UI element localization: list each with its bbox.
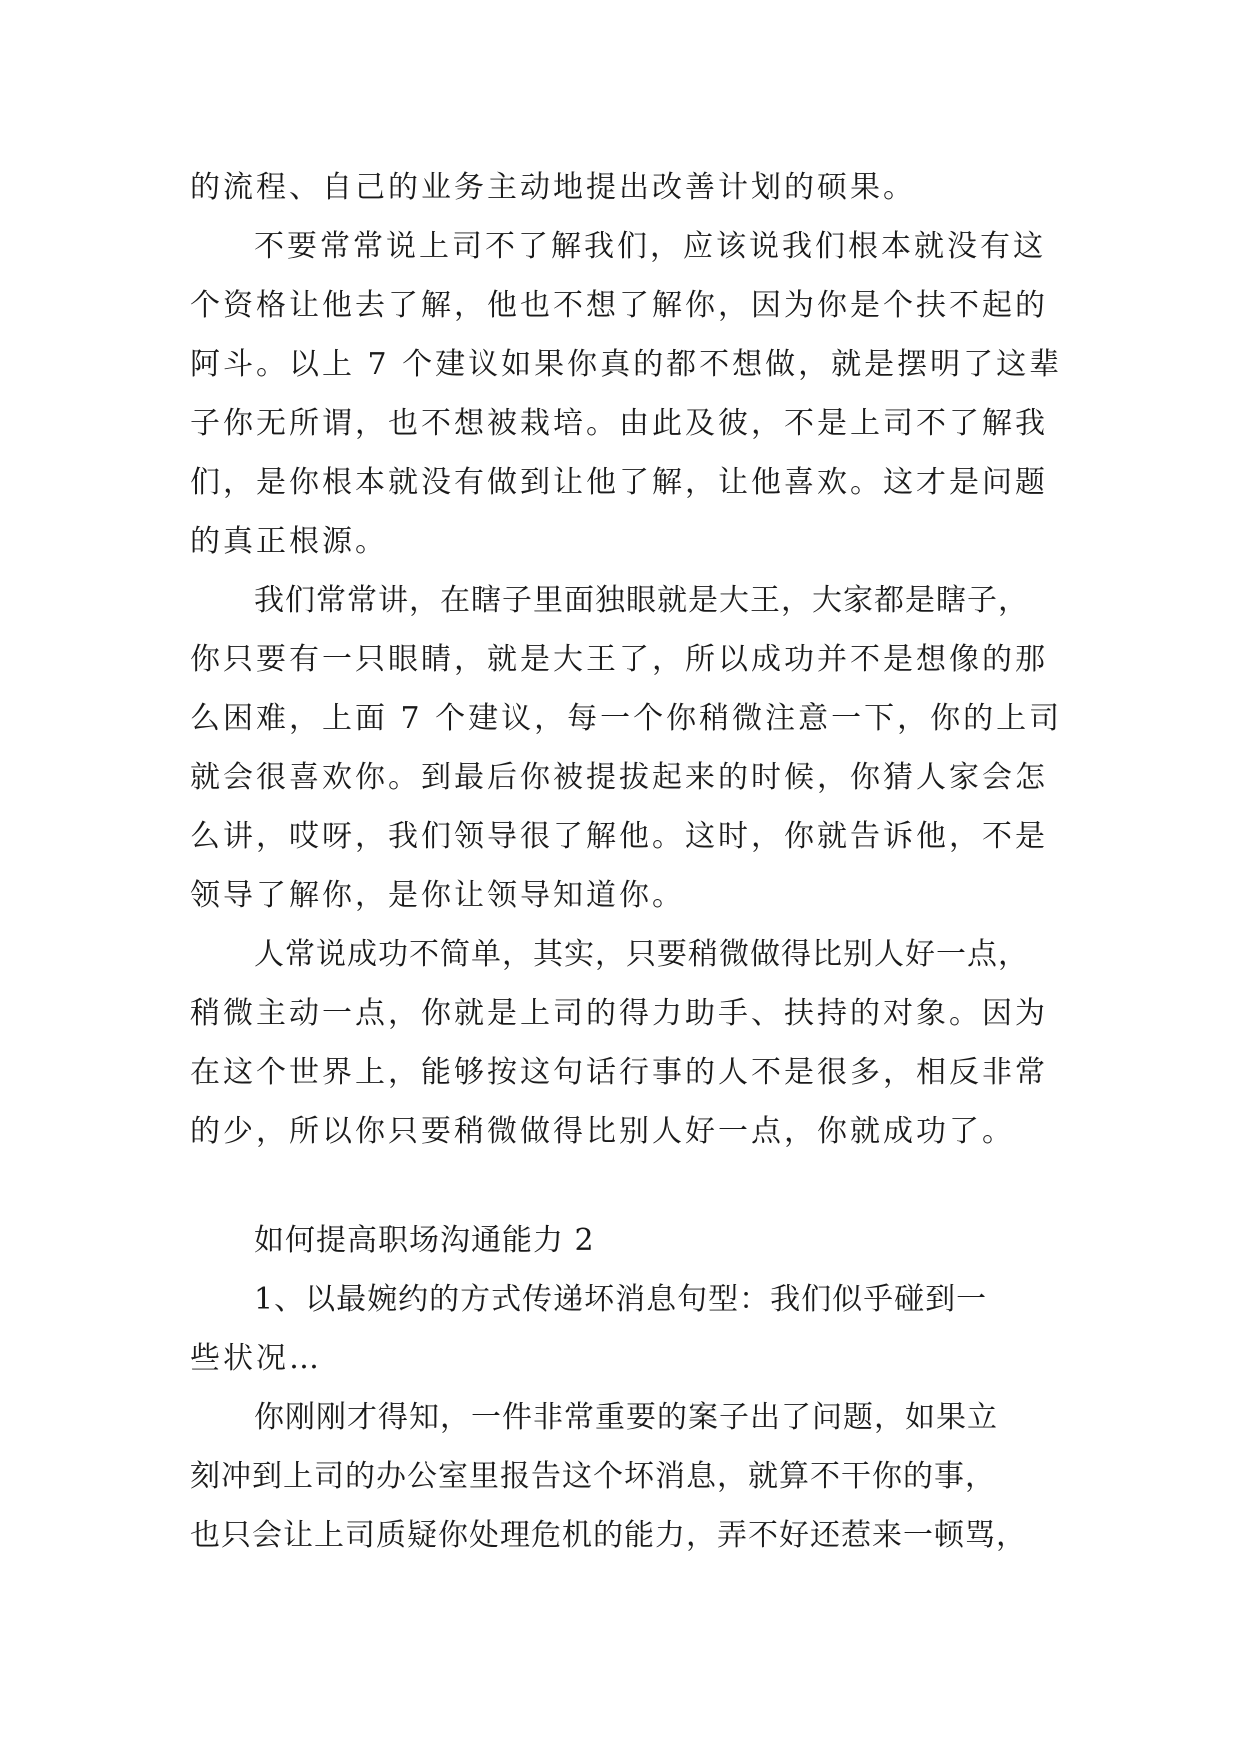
paragraph: [190, 571, 1063, 925]
text-line: 刻冲到上司的办公室里报告这个坏消息，就算不干你的事，: [190, 1459, 996, 1494]
paragraph: [190, 217, 1063, 571]
text-line: 在这个世界上，能够按这句话行事的人不是很多，相反非常: [190, 1055, 1048, 1090]
text-line: 的流程、自己的业务主动地提出改善计划的硕果。: [190, 170, 916, 205]
text-line: 你刚刚才得知，一件非常重要的案子出了问题，如果立: [254, 1400, 998, 1435]
text-line: 个资格让他去了解，他也不想了解你，因为你是个扶不起的: [190, 288, 1048, 323]
text-line: 不要常常说上司不了解我们，应该说我们根本就没有这: [254, 229, 1046, 264]
text-line: 稍微主动一点，你就是上司的得力助手、扶持的对象。因为: [190, 996, 1048, 1031]
text-line: 你只要有一只眼睛，就是大王了，所以成功并不是想像的那: [190, 642, 1048, 677]
paragraph: [190, 158, 1050, 217]
text-line: 就会很喜欢你。到最后你被提拔起来的时候，你猜人家会怎: [190, 760, 1048, 795]
paragraph: [190, 1270, 1050, 1388]
section-title: 如何提高职场沟通能力 2: [254, 1223, 595, 1258]
text-line: 1、以最婉约的方式传递坏消息句型：我们似乎碰到一: [254, 1282, 988, 1317]
text-line: 们，是你根本就没有做到让他了解，让他喜欢。这才是问题: [190, 465, 1048, 500]
text-line: 领导了解你，是你让领导知道你。: [190, 878, 685, 913]
text-line: 阿斗。以上 7 个建议如果你真的都不想做，就是摆明了这辈: [190, 347, 1063, 382]
text-line: 也只会让上司质疑你处理危机的能力，弄不好还惹来一顿骂，: [190, 1518, 1027, 1553]
paragraph: [190, 925, 1050, 1161]
text-line: 么讲，哎呀，我们领导很了解他。这时，你就告诉他，不是: [190, 819, 1048, 854]
section-spacer: [190, 1161, 1050, 1211]
text-line: 我们常常讲，在瞎子里面独眼就是大王，大家都是瞎子，: [254, 583, 1029, 618]
text-line: 人常说成功不简单，其实，只要稍微做得比别人好一点，: [254, 937, 1029, 972]
text-line: 么困难，上面 7 个建议，每一个你稍微注意一下，你的上司: [190, 701, 1063, 736]
paragraph: [190, 1388, 1050, 1565]
document-body: [190, 158, 1063, 1565]
text-line: 子你无所谓，也不想被栽培。由此及彼，不是上司不了解我: [190, 406, 1048, 441]
text-line: 的真正根源。: [190, 524, 388, 559]
text-line: 的少，所以你只要稍微做得比别人好一点，你就成功了。: [190, 1114, 1015, 1149]
text-line: 些状况…: [190, 1341, 322, 1376]
